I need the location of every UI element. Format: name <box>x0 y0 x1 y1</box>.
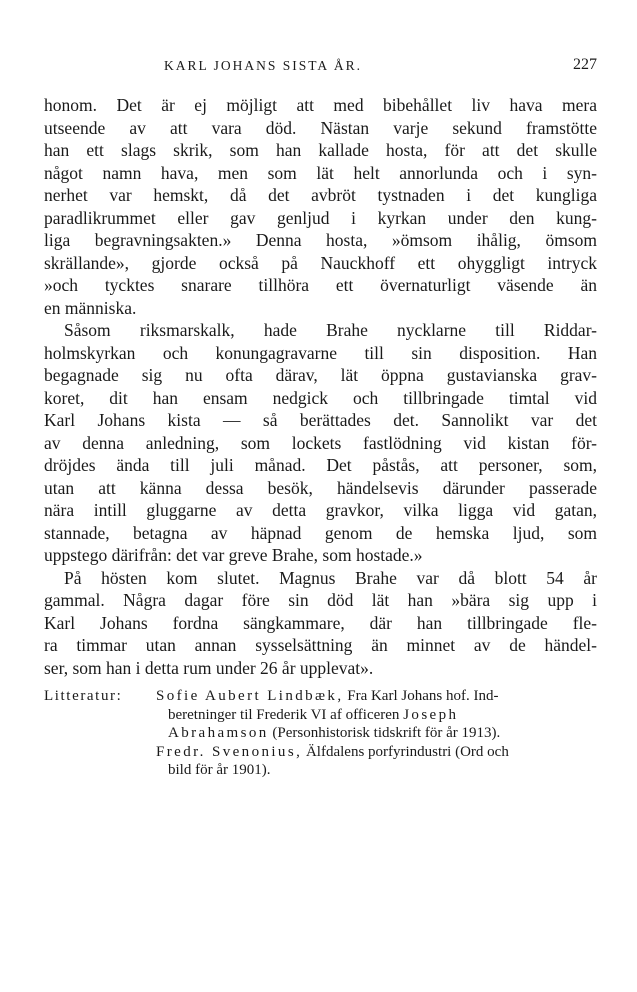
reference-author: Fredr. Svenonius, <box>156 743 303 760</box>
running-head <box>44 50 597 84</box>
literature-line <box>156 743 597 762</box>
text-line: holmskyrkan och konungagravarne till sin disposition. Han <box>44 342 597 363</box>
literature-line <box>156 706 597 725</box>
text-line: något namn hava, men som lät helt annorlunda och i syn- <box>44 162 597 183</box>
text-line: Karl Johans fordna sängkammare, där han tillbringade fle- <box>44 612 597 633</box>
literature-line <box>156 724 597 743</box>
text-line: Såsom riksmarskalk, hade Brahe nycklarne till Riddar- <box>64 320 597 340</box>
paragraph-1 <box>44 94 597 319</box>
reference-text: bild för år 1901). <box>168 762 271 778</box>
text-line: liga begravningsakten.» Denna hosta, »ömsom ihålig, ömsom <box>44 230 597 250</box>
text-line: »och tycktes snarare tillhöra ett övernaturligt väsende än <box>44 275 597 295</box>
text-line: utseende av att vara död. Nästan varje sekund framstötte <box>44 117 597 138</box>
literature-label: Litteratur: <box>44 688 123 704</box>
reference-text: (Personhistorisk tidskrift för år 1913). <box>268 725 501 741</box>
text-line: en människa. <box>44 297 137 318</box>
text-line: han ett slags skrik, som han kallade hosta, för att det skulle <box>44 140 597 160</box>
reference-text: Älfdalens porfyrindustri (Ord och <box>302 743 509 760</box>
text-line: utan att känna dessa besök, händelsevis därunder passerade <box>44 477 597 498</box>
reference-author: Joseph <box>403 706 459 723</box>
text-line: av denna anledning, som lockets fastlödning vid kistan för- <box>44 432 597 453</box>
literature-line <box>156 687 597 706</box>
text-line: På hösten kom slutet. Magnus Brahe var då blott 54 år <box>64 567 597 588</box>
reference-text: Fra Karl Johans hof. Ind- <box>343 688 499 704</box>
reference-author: Sofie Aubert Lindbæk, <box>156 688 344 704</box>
text-line: koret, dit han ensam nedgick och tillbringade timtal vid <box>44 387 597 408</box>
text-line: ra timmar utan annan sysselsättning än minnet av de händel- <box>44 635 597 655</box>
literature-section <box>44 687 597 780</box>
text-line: skrällande», gjorde också på Nauckhoff ett ohyggligt intryck <box>44 252 597 273</box>
text-line: stannade, betagna av häpnad genom de hemska ljud, som <box>44 522 597 543</box>
page-number: 227 <box>573 56 597 73</box>
paragraph-2 <box>44 319 597 567</box>
body-text <box>44 94 597 679</box>
running-title: KARL JOHANS SISTA ÅR. <box>164 58 362 73</box>
text-line: begagnade sig nu ofta därav, lät öppna gustavianska grav- <box>44 365 597 385</box>
text-line: uppstego därifrån: det var greve Brahe, som hostade.» <box>44 545 423 565</box>
reference-author: Abrahamson <box>168 725 269 741</box>
literature-entries <box>156 687 597 780</box>
text-line: gammal. Några dagar före sin död lät han »bära sig upp i <box>44 590 597 610</box>
text-line: dröjdes ända till juli månad. Det påstås, att personer, som, <box>44 455 597 475</box>
text-line: paradlikrummet eller gav genljud i kyrkan under den kung- <box>44 207 597 228</box>
text-line: Karl Johans kista — så berättades det. Sannolikt var det <box>44 410 597 430</box>
text-line: honom. Det är ej möjligt att med bibehållet liv hava mera <box>44 95 597 115</box>
paragraph-3 <box>44 567 597 680</box>
literature-line <box>156 761 597 780</box>
reference-text: beretninger til Frederik VI af officeren <box>168 706 404 723</box>
book-page <box>44 50 597 780</box>
text-line: nerhet var hemskt, då det avbröt tystnaden i det kungliga <box>44 185 597 205</box>
text-line: ser, som han i detta rum under 26 år upplevat». <box>44 657 374 678</box>
text-line: nära intill gluggarne av detta gravkor, vilka ligga vid gatan, <box>44 500 597 520</box>
